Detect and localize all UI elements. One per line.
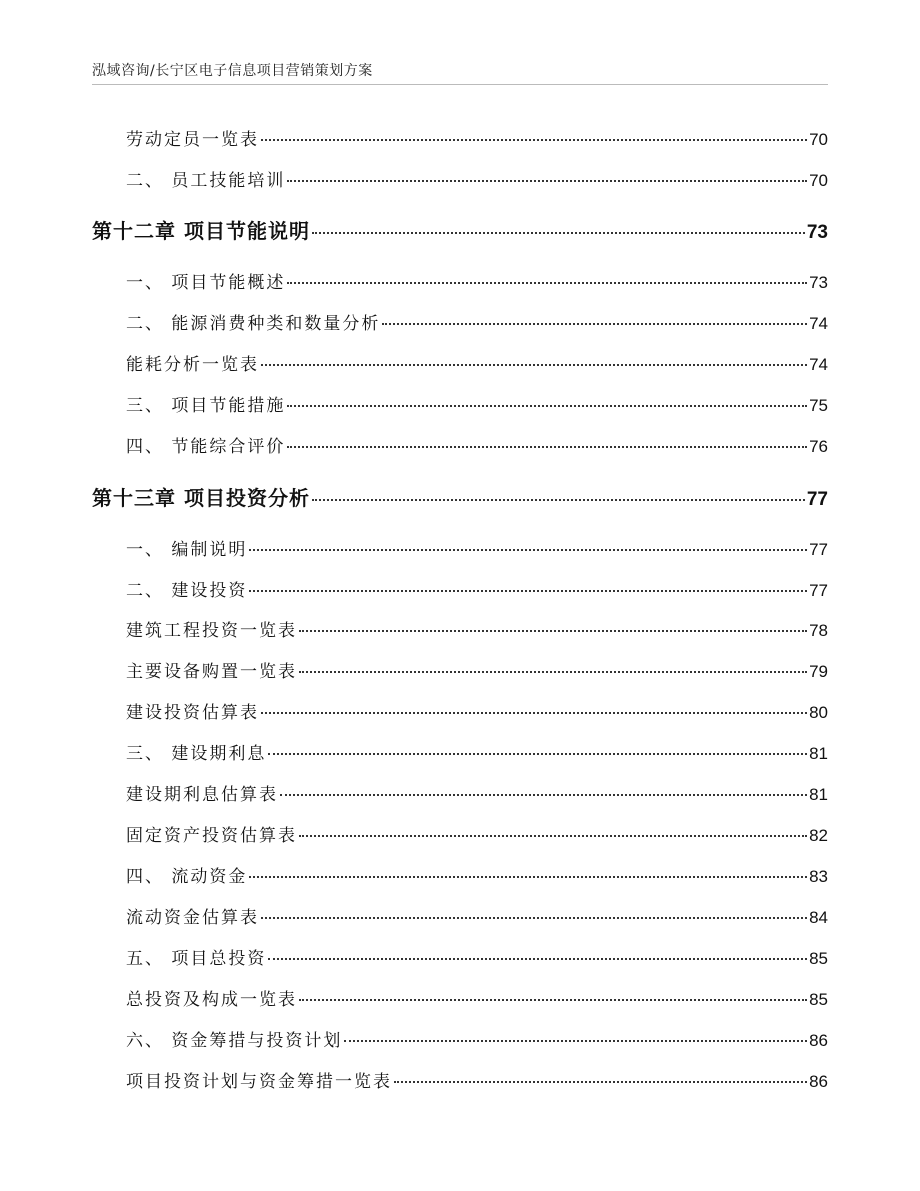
toc-dot-leader bbox=[299, 835, 807, 837]
toc-entry-label: 六、 资金筹措与投资计划 bbox=[126, 1031, 343, 1051]
toc-entry-label: 一、 项目节能概述 bbox=[126, 273, 286, 293]
toc-entry-label: 劳动定员一览表 bbox=[126, 130, 259, 150]
toc-entry-label: 建设投资估算表 bbox=[126, 703, 259, 723]
toc-entry-label: 三、 建设期利息 bbox=[126, 744, 267, 764]
toc-section-entry[interactable] bbox=[126, 432, 828, 457]
toc-dot-leader bbox=[299, 999, 807, 1001]
toc-section-entry[interactable] bbox=[126, 657, 828, 682]
toc-section-entry[interactable] bbox=[126, 821, 828, 846]
toc-entry-label: 五、 项目总投资 bbox=[126, 949, 267, 969]
toc-dot-leader bbox=[261, 712, 807, 714]
toc-section-entry[interactable] bbox=[126, 739, 828, 764]
toc-entry-label: 项目投资计划与资金筹措一览表 bbox=[126, 1072, 392, 1092]
toc-dot-leader bbox=[299, 630, 807, 632]
toc-page-number: 80 bbox=[809, 703, 828, 722]
toc-section-entry[interactable] bbox=[126, 944, 828, 969]
toc-entry-label: 总投资及构成一览表 bbox=[126, 990, 297, 1010]
toc-entry-label: 流动资金估算表 bbox=[126, 908, 259, 928]
toc-dot-leader bbox=[261, 917, 807, 919]
toc-section-entry[interactable] bbox=[126, 166, 828, 191]
toc-section-entry[interactable] bbox=[126, 903, 828, 928]
toc-page-number: 73 bbox=[809, 273, 828, 292]
toc-page-number: 73 bbox=[806, 222, 828, 243]
toc-dot-leader bbox=[299, 671, 807, 673]
toc-entry-label: 二、 能源消费种类和数量分析 bbox=[126, 314, 381, 334]
toc-page-number: 77 bbox=[809, 581, 828, 600]
toc-page-number: 78 bbox=[809, 621, 828, 640]
toc-page-number: 86 bbox=[809, 1031, 828, 1050]
toc-section-entry[interactable] bbox=[126, 576, 828, 601]
toc-dot-leader bbox=[312, 232, 805, 234]
toc-chapter-entry[interactable] bbox=[92, 482, 828, 511]
toc-entry-label: 主要设备购置一览表 bbox=[126, 662, 297, 682]
toc-page-number: 86 bbox=[809, 1072, 828, 1091]
toc-entry-label: 二、 建设投资 bbox=[126, 581, 248, 601]
toc-dot-leader bbox=[268, 753, 807, 755]
toc-dot-leader bbox=[261, 139, 807, 141]
toc-section-entry[interactable] bbox=[126, 616, 828, 641]
toc-entry-label: 固定资产投资估算表 bbox=[126, 826, 297, 846]
toc-entry-label: 建筑工程投资一览表 bbox=[126, 621, 297, 641]
toc-dot-leader bbox=[312, 499, 805, 501]
toc-page-number: 79 bbox=[809, 662, 828, 681]
toc-page-number: 70 bbox=[809, 171, 828, 190]
toc-entry-label: 四、 节能综合评价 bbox=[126, 437, 286, 457]
toc-page-number: 75 bbox=[809, 396, 828, 415]
toc-page-number: 76 bbox=[809, 437, 828, 456]
toc-dot-leader bbox=[382, 323, 807, 325]
toc-entry-label: 第十二章 项目节能说明 bbox=[92, 219, 310, 243]
toc-page-number: 74 bbox=[809, 355, 828, 374]
toc-page-number: 74 bbox=[809, 314, 828, 333]
toc-dot-leader bbox=[344, 1040, 807, 1042]
toc-entry-label: 一、 编制说明 bbox=[126, 540, 248, 560]
toc-dot-leader bbox=[280, 794, 807, 796]
toc-chapter-entry[interactable] bbox=[92, 215, 828, 244]
toc-page-number: 85 bbox=[809, 990, 828, 1009]
toc-section-entry[interactable] bbox=[126, 268, 828, 293]
toc-entry-label: 建设期利息估算表 bbox=[126, 785, 278, 805]
toc-section-entry[interactable] bbox=[126, 350, 828, 375]
toc-section-entry[interactable] bbox=[126, 1067, 828, 1092]
toc-section-entry[interactable] bbox=[126, 125, 828, 150]
toc-dot-leader bbox=[287, 446, 807, 448]
toc-page-number: 77 bbox=[806, 489, 828, 510]
toc-dot-leader bbox=[261, 364, 807, 366]
toc-page-number: 84 bbox=[809, 908, 828, 927]
toc-dot-leader bbox=[287, 282, 807, 284]
toc-dot-leader bbox=[287, 405, 807, 407]
toc-entry-label: 第十三章 项目投资分析 bbox=[92, 486, 310, 510]
toc-page-number: 83 bbox=[809, 867, 828, 886]
toc-section-entry[interactable] bbox=[126, 780, 828, 805]
toc-section-entry[interactable] bbox=[126, 309, 828, 334]
toc-dot-leader bbox=[249, 590, 807, 592]
toc-entry-label: 二、 员工技能培训 bbox=[126, 171, 286, 191]
toc-page-number: 82 bbox=[809, 826, 828, 845]
toc-page-number: 81 bbox=[809, 785, 828, 804]
page-header: 泓域咨询/长宁区电子信息项目营销策划方案 bbox=[92, 63, 373, 79]
toc-dot-leader bbox=[249, 549, 807, 551]
toc-dot-leader bbox=[268, 958, 807, 960]
toc-section-entry[interactable] bbox=[126, 985, 828, 1010]
toc-section-entry[interactable] bbox=[126, 1026, 828, 1051]
toc-dot-leader bbox=[249, 876, 807, 878]
toc-section-entry[interactable] bbox=[126, 535, 828, 560]
toc-dot-leader bbox=[287, 180, 807, 182]
toc-page-number: 77 bbox=[809, 540, 828, 559]
toc-dot-leader bbox=[394, 1081, 807, 1083]
toc-page-number: 81 bbox=[809, 744, 828, 763]
toc-section-entry[interactable] bbox=[126, 391, 828, 416]
toc-entry-label: 三、 项目节能措施 bbox=[126, 396, 286, 416]
toc-entry-label: 能耗分析一览表 bbox=[126, 355, 259, 375]
toc-page-number: 70 bbox=[809, 130, 828, 149]
toc-section-entry[interactable] bbox=[126, 698, 828, 723]
toc-page-number: 85 bbox=[809, 949, 828, 968]
toc-section-entry[interactable] bbox=[126, 862, 828, 887]
toc-entry-label: 四、 流动资金 bbox=[126, 867, 248, 887]
